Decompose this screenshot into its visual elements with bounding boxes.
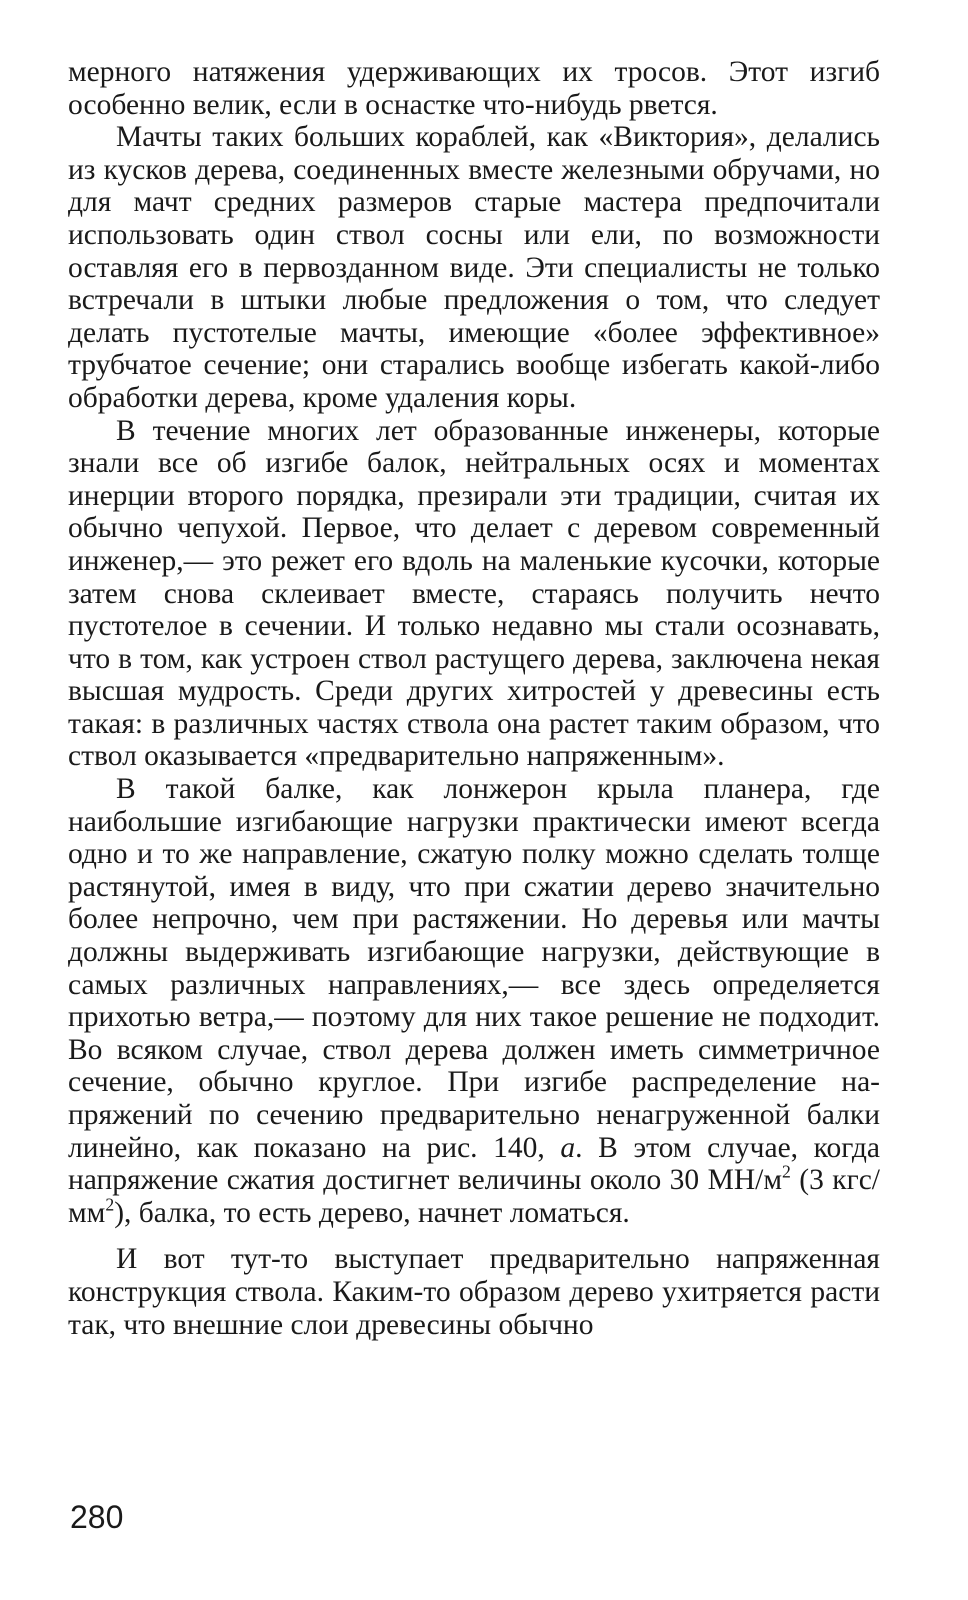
paragraph-4-text: В такой балке, как лонжерон крыла планера, где наибольшие изгибающие нагрузки практически имеют всегда одно и то же направление, сжатую полку можно сделать толще растянутой, имея в виду, что при сжатии дерево значительно более непрочно, чем при растяжении. Но деревья или мачты должны выдерживать изгибающие нагрузки, действующие в самых различных направлениях,— все здесь определяется прихотью ветра,— поэтому для них такое решение не подходит. Во всяком случае, ствол дерева должен иметь симметричное сечение, обычно круглое. При изгибе распределение напряжений по сечению предварительно ненагруженной балки линейно, как показано на рис. 140, [68, 773, 880, 1164]
page-number: 280 [70, 1499, 124, 1535]
unit-exponent-1: 2 [782, 1161, 791, 1182]
figure-ref: а [560, 1131, 576, 1164]
paragraph-1: мерного натяжения удерживающих их тросов. Этот изгиб особенно велик, если в оснастке что-нибудь рвется. [68, 56, 880, 121]
body-text [68, 56, 880, 1341]
paragraph-4-mid: (3 кгс/мм [68, 1164, 881, 1229]
paragraph-3: В течение многих лет образованные инженеры, которые знали все об изгибе балок, нейтральных осях и моментах инерции второго порядка, презирали эти традиции, считая их обычно чепухой. Первое, что делает с деревом современный инженер,— это режет его вдоль на маленькие кусочки, которые затем снова склеивает вместе, стараясь получить нечто пустотелое в сечении. И только недавно мы стали осознавать, что в том, как устроен ствол растущего дерева, заключена некая высшая мудрость. Среди других хитростей у древесины есть такая: в различных частях ствола она растет таким образом, что ствол оказывается «предварительно напряженным». [68, 414, 880, 773]
unit-exponent-2: 2 [105, 1194, 115, 1215]
paragraph-5: И вот тут-то выступает предварительно напряженная конструкция ствола. Каким-то образом дерево ухитряется расти так, что внешние слои древесины обычно [68, 1243, 880, 1341]
paragraph-4 [68, 773, 880, 1229]
paragraph-4-after-ref: . В этом случае, когда напряжение сжатия достигнет величины около 30 МН/м [68, 1131, 880, 1197]
paragraph-2: Мачты таких больших кораблей, как «Виктория», делались из кусков дерева, соединенных вместе железными обручами, но для мачт средних размеров старые мастера предпочитали использовать один ствол сосны или ели, по возможности оставляя его в первозданном виде. Эти специалисты не только встречали в штыки любые предложения о том, что следует делать пустотелые мачты, имеющие «более эффективное» трубчатое сечение; они старались вообще избегать какой-либо обработки дерева, кроме удаления коры. [68, 121, 880, 414]
paragraph-4-tail: ), балка, то есть дерево, начнет ломаться. [114, 1196, 630, 1229]
